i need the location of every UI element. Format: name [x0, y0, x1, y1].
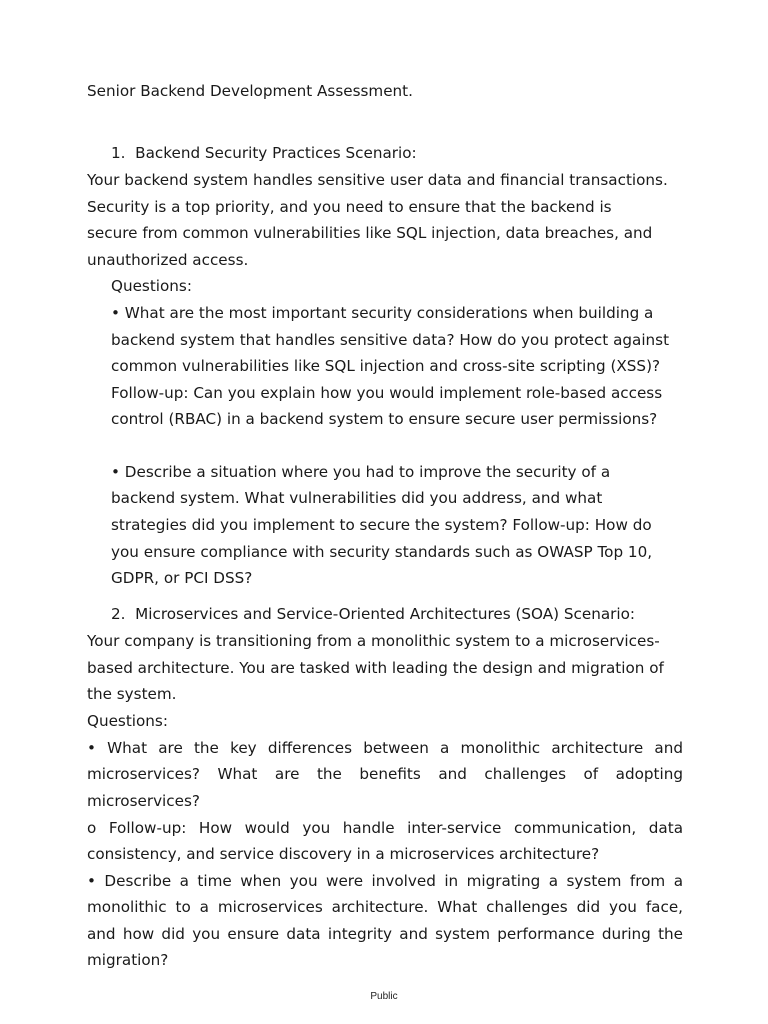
- section-2-scenario-line: the system.: [87, 685, 177, 703]
- section-2-scenario-line: Your company is transitioning from a monolithic system to a microservices-: [87, 632, 660, 650]
- section-2-questions-label: Questions:: [87, 712, 168, 730]
- section-1-question-2-line: • Describe a situation where you had to improve the security of a: [111, 463, 611, 481]
- section-1-question-1-line: common vulnerabilities like SQL injection and cross-site scripting (XSS)?: [111, 357, 661, 375]
- section-1-question-1-line: backend system that handles sensitive data? How do you protect against: [111, 331, 670, 349]
- section-2-question-1-line: • What are the key differences between a monolithic architecture and: [87, 739, 683, 757]
- section-2-question-1-line: microservices?: [87, 792, 200, 810]
- section-2-question-2-line: and how did you ensure data integrity and system performance during the: [87, 925, 683, 943]
- section-2-question-2-line: migration?: [87, 951, 169, 969]
- section-2-followup-1-line: o Follow-up: How would you handle inter-service communication, data: [87, 819, 683, 837]
- section-1-questions-label: Questions:: [111, 277, 192, 295]
- section-1-question-2-line: backend system. What vulnerabilities did you address, and what: [111, 489, 603, 507]
- section-1-scenario-line: Your backend system handles sensitive user data and financial transactions.: [87, 171, 668, 189]
- section-2-question-2-line: • Describe a time when you were involved in migrating a system from a: [87, 872, 683, 890]
- section-1-scenario-line: unauthorized access.: [87, 251, 249, 269]
- section-2-question-1-line: microservices? What are the benefits and challenges of adopting: [87, 765, 683, 783]
- section-1-question-1-line: Follow-up: Can you explain how you would implement role-based access: [111, 384, 663, 402]
- section-2-followup-1-line: consistency, and service discovery in a microservices architecture?: [87, 845, 600, 863]
- section-1-question-2-line: you ensure compliance with security standards such as OWASP Top 10,: [111, 543, 653, 561]
- section-1-question-1-line: control (RBAC) in a backend system to ensure secure user permissions?: [111, 410, 658, 428]
- section-2-heading: 2. Microservices and Service-Oriented Architectures (SOA) Scenario:: [111, 605, 636, 623]
- section-1-scenario-line: Security is a top priority, and you need to ensure that the backend is: [87, 198, 612, 216]
- section-1-scenario-line: secure from common vulnerabilities like SQL injection, data breaches, and: [87, 224, 653, 242]
- section-1-question-1-line: • What are the most important security considerations when building a: [111, 304, 654, 322]
- footer-classification-label: Public: [370, 991, 398, 1002]
- section-1-question-2-line: strategies did you implement to secure the system? Follow-up: How do: [111, 516, 652, 534]
- section-2-scenario-line: based architecture. You are tasked with leading the design and migration of: [87, 659, 664, 677]
- section-2-question-2-line: monolithic to a microservices architecture. What challenges did you face,: [87, 898, 683, 916]
- section-1-heading: 1. Backend Security Practices Scenario:: [111, 144, 417, 162]
- section-1-question-2-line: GDPR, or PCI DSS?: [111, 569, 253, 587]
- document-title: Senior Backend Development Assessment.: [87, 82, 413, 100]
